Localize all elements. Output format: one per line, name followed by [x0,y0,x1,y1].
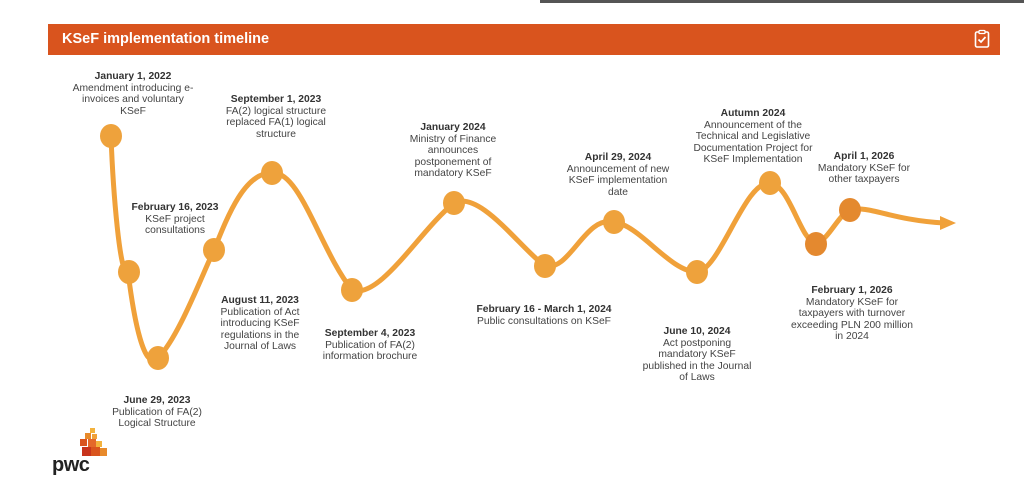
event-2024-autumn [693,108,813,166]
timeline-node [118,260,140,284]
event-date: April 1, 2026 [833,151,895,162]
timeline-node [203,238,225,262]
event-2023-08-11 [212,295,308,353]
page-title: KSeF implementation timeline [62,31,270,47]
timeline-node [603,210,625,234]
event-date: Autumn 2024 [720,108,786,119]
event-date: January 1, 2022 [94,71,172,82]
event-2024-04-29 [560,152,676,198]
event-2023-06-29 [98,395,216,430]
event-date: January 2024 [420,122,486,133]
event-date: February 1, 2026 [811,285,893,296]
event-text: Announcement of new KSeF implementation date [566,163,670,198]
event-text: Announcement of the Technical and Legislative Documentation Project for KSeF Implementation [693,119,813,166]
event-text: KSeF project consultations [144,213,206,237]
timeline-node [534,254,556,278]
event-2024-02-16 [476,304,612,327]
event-text: Publication of Act introducing KSeF regulations in the Journal of Laws [220,306,300,353]
event-2026-02-01 [790,285,914,343]
event-date: August 11, 2023 [221,295,299,306]
timeline-node [147,346,169,370]
event-text: Public consultations on KSeF [477,315,611,327]
event-2024-06-10 [638,326,756,384]
event-text: Publication of FA(2) information brochure [322,339,418,363]
event-date: September 1, 2023 [230,94,322,105]
event-2026-04-01 [812,151,916,186]
event-text: FA(2) logical structure replaced FA(1) logical structure [225,105,327,140]
event-text: Amendment introducing e-invoices and voluntary KSeF [72,82,194,117]
event-date: June 29, 2023 [123,395,191,406]
pwc-logo [52,428,122,478]
timeline-node [805,232,827,256]
event-2023-09-01 [217,94,335,140]
event-2024-01 [405,122,501,180]
event-text: Mandatory KSeF for other taxpayers [817,162,911,186]
timeline-node [341,278,363,302]
event-2023-02-16 [120,202,230,237]
event-date: April 29, 2024 [584,152,652,163]
event-date: September 4, 2023 [324,328,416,339]
timeline-node [686,260,708,284]
timeline-node [443,191,465,215]
event-text: Ministry of Finance announces postponement of mandatory KSeF [409,133,497,180]
timeline-node [261,161,283,185]
event-text: Mandatory KSeF for taxpayers with turnover exceeding PLN 200 million in 2024 [791,296,913,343]
timeline-node [839,198,861,222]
event-2022-01-01 [72,71,194,117]
timeline-arrowhead [940,216,956,230]
event-2023-09-04 [312,328,428,363]
timeline-node [759,171,781,195]
event-date: June 10, 2024 [663,326,731,337]
event-date: February 16 - March 1, 2024 [476,304,612,315]
event-text: Act postponing mandatory KSeF published in the Journal of Laws [642,337,752,384]
pwc-logo-text: pwc [52,454,90,476]
event-text: Publication of FA(2) Logical Structure [112,406,202,430]
timeline-node [100,124,122,148]
event-date: February 16, 2023 [131,202,219,213]
